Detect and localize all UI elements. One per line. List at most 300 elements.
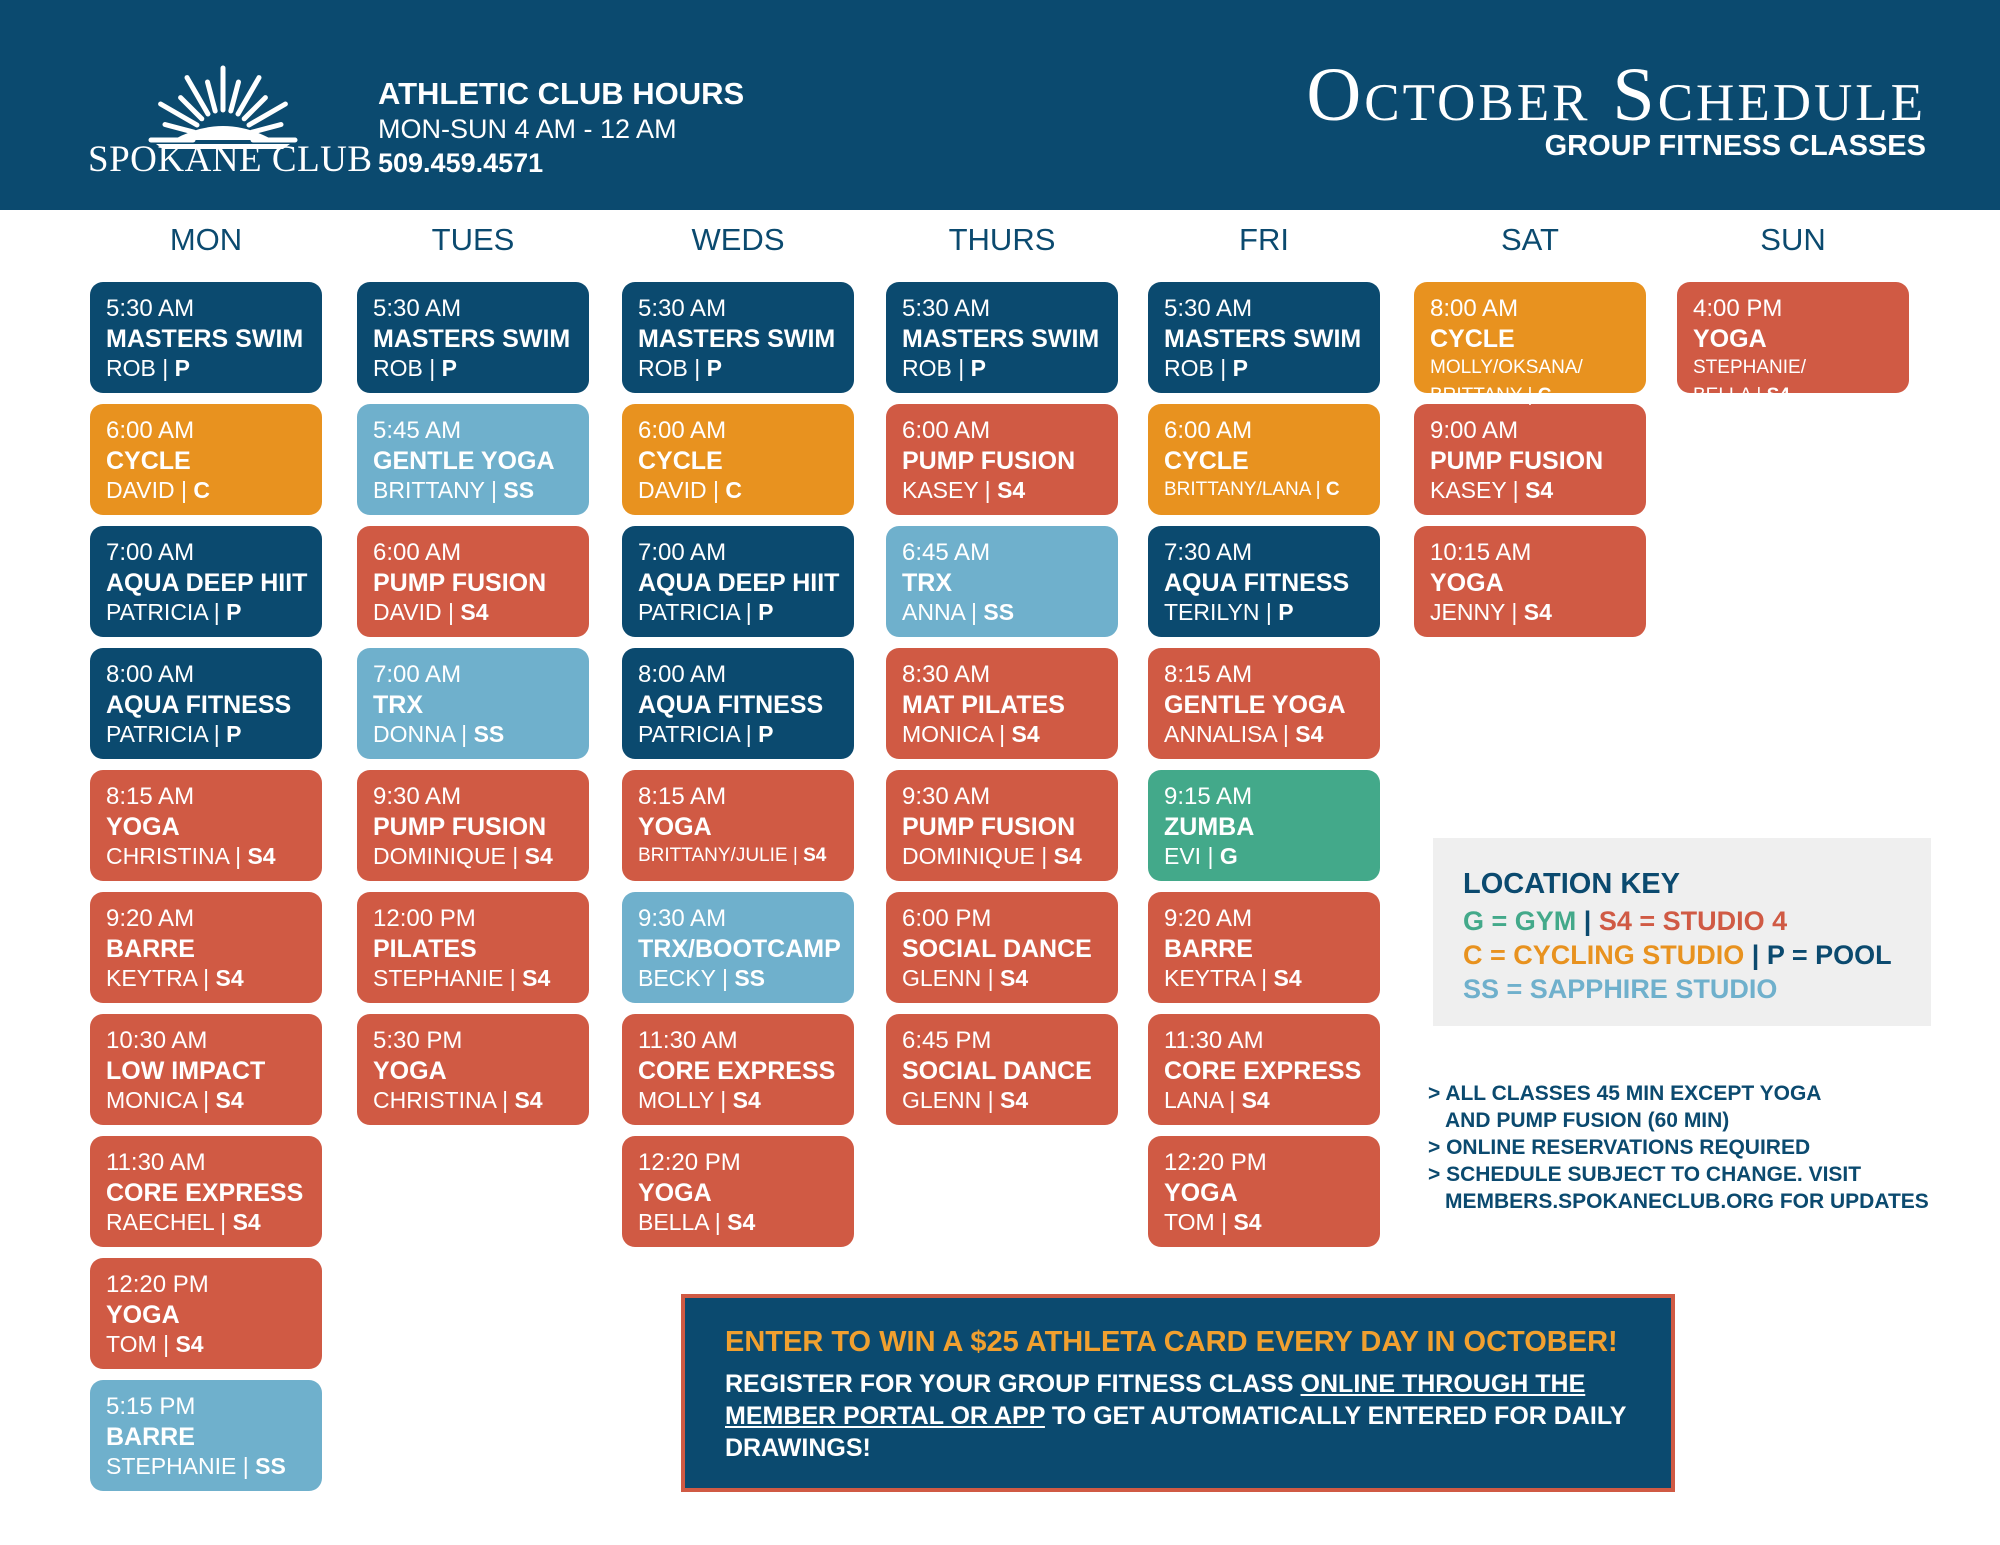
- class-card: [357, 892, 589, 1003]
- class-instructor-line: CHRISTINA | S4: [106, 843, 276, 869]
- note-line: > ALL CLASSES 45 MIN EXCEPT YOGA: [1428, 1082, 1822, 1105]
- class-location: S4: [1295, 721, 1324, 747]
- class-instructor-line: BELLA | S4: [638, 1209, 756, 1235]
- class-time: 6:00 AM: [1164, 417, 1253, 444]
- class-name: MAT PILATES: [902, 691, 1065, 719]
- class-time: 5:30 AM: [638, 295, 727, 322]
- class-name: YOGA: [638, 1179, 712, 1207]
- class-card: [357, 282, 589, 393]
- page-title: October Schedule: [1306, 53, 1926, 137]
- day-header-mon: MON: [169, 222, 243, 257]
- class-instructor-line: TOM | S4: [106, 1331, 204, 1357]
- class-name: CYCLE: [106, 447, 191, 475]
- class-card: [90, 526, 322, 637]
- class-name: YOGA: [1693, 325, 1767, 353]
- class-location: S4: [215, 1087, 244, 1113]
- page-subtitle: GROUP FITNESS CLASSES: [1544, 130, 1926, 162]
- class-instructor-line: ROB | P: [902, 355, 986, 381]
- class-name: YOGA: [638, 813, 712, 841]
- class-card: [1148, 282, 1380, 393]
- class-instructor: CHRISTINA: [373, 1087, 496, 1113]
- class-location: S4: [1523, 599, 1552, 625]
- class-instructor-line: [1430, 354, 1646, 382]
- class-card: [886, 404, 1118, 515]
- promo-body-end: TO GET AUTOMATICALLY ENTERED FOR DAILY DRAWINGS!: [725, 1402, 1627, 1462]
- key-studio4: S4 = STUDIO 4: [1598, 906, 1788, 936]
- class-time: 6:00 PM: [902, 905, 992, 932]
- class-name: CYCLE: [1164, 447, 1249, 475]
- class-card: [357, 770, 589, 881]
- class-card: [90, 1258, 322, 1369]
- class-card: [622, 1136, 854, 1247]
- class-card: [622, 404, 854, 515]
- class-name: MASTERS SWIM: [106, 325, 304, 353]
- class-name: ZUMBA: [1164, 813, 1255, 841]
- class-card: [357, 1014, 589, 1125]
- class-time: 8:00 AM: [106, 661, 195, 688]
- class-time: 6:00 AM: [106, 417, 195, 444]
- class-name: YOGA: [106, 1301, 180, 1329]
- class-instructor: BRITTANY/JULIE: [638, 845, 788, 866]
- promo-headline: ENTER TO WIN A $25 ATHLETA CARD EVERY DAY IN OCTOBER!: [725, 1326, 1618, 1358]
- class-instructor-line: ANNALISA | S4: [1164, 721, 1324, 747]
- class-instructor-line: ROB | P: [638, 355, 722, 381]
- class-location: P: [174, 355, 190, 381]
- class-name: PUMP FUSION: [1430, 447, 1604, 475]
- class-location: S4: [1233, 1209, 1262, 1235]
- class-instructor: ROB: [106, 355, 156, 381]
- class-location: S4: [1525, 477, 1554, 503]
- class-instructor: DONNA: [373, 721, 455, 747]
- class-instructor-line: BELLA | S4: [1693, 385, 1790, 406]
- class-location: G: [1219, 843, 1238, 869]
- class-time: 9:20 AM: [106, 905, 195, 932]
- class-instructor: STEPHANIE/: [1693, 357, 1806, 378]
- class-instructor: KASEY: [902, 477, 979, 503]
- note-line: MEMBERS.SPOKANECLUB.ORG FOR UPDATES: [1445, 1190, 1929, 1213]
- class-instructor: RAECHEL: [106, 1209, 214, 1235]
- class-time: 7:00 AM: [373, 661, 462, 688]
- class-instructor: DOMINIQUE: [902, 843, 1035, 869]
- class-instructor-line: KASEY | S4: [1430, 477, 1554, 503]
- class-location: S4: [215, 965, 244, 991]
- class-time: 12:20 PM: [106, 1271, 209, 1298]
- location-key-title: LOCATION KEY: [1463, 868, 1680, 900]
- class-time: 6:00 AM: [373, 539, 462, 566]
- day-header-fri: FRI: [1239, 222, 1289, 257]
- class-time: 10:15 AM: [1430, 539, 1532, 566]
- class-card: [622, 282, 854, 393]
- class-instructor: GLENN: [902, 1087, 982, 1113]
- class-name: YOGA: [1164, 1179, 1238, 1207]
- promo-body: [725, 1368, 1645, 1464]
- class-location: SS: [983, 599, 1015, 625]
- class-card: [1148, 526, 1380, 637]
- class-instructor: BRITTANY: [1430, 385, 1523, 406]
- class-instructor: MONICA: [902, 721, 993, 747]
- class-instructor-line: BRITTANY/LANA | C: [1164, 479, 1340, 500]
- class-card: [1148, 404, 1380, 515]
- class-instructor-line: DAVID | C: [106, 477, 210, 503]
- class-instructor: JENNY: [1430, 599, 1505, 625]
- class-instructor: ROB: [902, 355, 952, 381]
- class-instructor-line: KEYTRA | S4: [106, 965, 244, 991]
- class-instructor: PATRICIA: [638, 721, 740, 747]
- class-card: [622, 770, 854, 881]
- class-instructor: LANA: [1164, 1087, 1223, 1113]
- class-card: [90, 1014, 322, 1125]
- class-name: BARRE: [1164, 935, 1253, 963]
- class-card: [1148, 1136, 1380, 1247]
- class-instructor: PATRICIA: [638, 599, 740, 625]
- class-time: 12:20 PM: [638, 1149, 741, 1176]
- class-location: S4: [1000, 1087, 1029, 1113]
- class-location: C: [1325, 479, 1340, 500]
- class-instructor: BELLA: [638, 1209, 709, 1235]
- location-key-line-1: [1463, 906, 1787, 937]
- class-name: MASTERS SWIM: [902, 325, 1100, 353]
- class-instructor-line: JENNY | S4: [1430, 599, 1552, 625]
- key-cycling: C = CYCLING STUDIO: [1463, 940, 1745, 970]
- class-instructor-line: KASEY | S4: [902, 477, 1026, 503]
- key-separator: |: [1583, 906, 1592, 936]
- class-location: P: [1278, 599, 1294, 625]
- class-card: [622, 892, 854, 1003]
- class-instructor-line: LANA | S4: [1164, 1087, 1270, 1113]
- class-time: 5:30 AM: [1164, 295, 1253, 322]
- class-card: [90, 1136, 322, 1247]
- class-name: SOCIAL DANCE: [902, 935, 1092, 963]
- class-instructor-line: MOLLY | S4: [638, 1087, 761, 1113]
- class-location: P: [758, 721, 774, 747]
- class-name: YOGA: [106, 813, 180, 841]
- class-instructor: MOLLY/OKSANA/: [1430, 357, 1583, 378]
- class-name: GENTLE YOGA: [373, 447, 555, 475]
- key-separator: |: [1751, 940, 1760, 970]
- class-location: S4: [460, 599, 489, 625]
- note-line: AND PUMP FUSION (60 MIN): [1445, 1109, 1730, 1132]
- class-name: LOW IMPACT: [106, 1057, 266, 1085]
- class-time: 7:30 AM: [1164, 539, 1253, 566]
- promo-body-start: REGISTER FOR YOUR GROUP FITNESS CLASS: [725, 1370, 1294, 1398]
- class-instructor-line: KEYTRA | S4: [1164, 965, 1302, 991]
- class-name: AQUA FITNESS: [106, 691, 292, 719]
- class-time: 9:00 AM: [1430, 417, 1519, 444]
- class-instructor-line: TOM | S4: [1164, 1209, 1262, 1235]
- class-card: [886, 526, 1118, 637]
- class-location: C: [725, 477, 742, 503]
- class-instructor-line: ANNA | SS: [902, 599, 1015, 625]
- class-time: 12:00 PM: [373, 905, 476, 932]
- class-instructor: DAVID: [373, 599, 442, 625]
- day-header-sun: SUN: [1760, 222, 1826, 257]
- class-card: [1148, 770, 1380, 881]
- class-instructor: STEPHANIE: [373, 965, 504, 991]
- class-instructor: GLENN: [902, 965, 982, 991]
- class-instructor: KEYTRA: [1164, 965, 1255, 991]
- class-time: 9:30 AM: [373, 783, 462, 810]
- class-location: S4: [514, 1087, 543, 1113]
- class-instructor-line: MONICA | S4: [902, 721, 1040, 747]
- class-time: 11:30 AM: [638, 1027, 738, 1054]
- class-name: GENTLE YOGA: [1164, 691, 1346, 719]
- member-portal-link[interactable]: ONLINE THROUGH THE MEMBER PORTAL OR APP: [725, 1370, 1586, 1430]
- class-name: CORE EXPRESS: [106, 1179, 304, 1207]
- class-instructor-line: MONICA | S4: [106, 1087, 244, 1113]
- class-card: [622, 526, 854, 637]
- class-instructor-line: BRITTANY | SS: [373, 477, 535, 503]
- class-location: S4: [522, 965, 551, 991]
- class-instructor-line: TERILYN | P: [1164, 599, 1294, 625]
- class-location: P: [1232, 355, 1248, 381]
- class-name: CYCLE: [1430, 325, 1515, 353]
- class-instructor-line: STEPHANIE | SS: [106, 1453, 286, 1479]
- class-instructor: ANNALISA: [1164, 721, 1277, 747]
- class-instructor: DOMINIQUE: [373, 843, 506, 869]
- class-instructor: MOLLY: [638, 1087, 714, 1113]
- key-gym: G = GYM: [1463, 906, 1577, 936]
- day-column-sun: [1677, 282, 1909, 404]
- class-instructor: BECKY: [638, 965, 716, 991]
- class-time: 8:30 AM: [902, 661, 991, 688]
- class-name: MASTERS SWIM: [373, 325, 571, 353]
- class-time: 5:30 AM: [373, 295, 462, 322]
- class-instructor-line: GLENN | S4: [902, 965, 1029, 991]
- class-instructor: TOM: [1164, 1209, 1215, 1235]
- class-name: AQUA DEEP HIIT: [638, 569, 840, 597]
- class-instructor-line: ROB | P: [106, 355, 190, 381]
- class-card: [886, 648, 1118, 759]
- location-key: [1433, 838, 1931, 1026]
- class-card: [1414, 282, 1646, 406]
- class-name: PUMP FUSION: [373, 813, 547, 841]
- class-instructor-line: BRITTANY/JULIE | S4: [638, 845, 827, 866]
- class-time: 8:00 AM: [638, 661, 727, 688]
- class-card: [90, 770, 322, 881]
- class-location: SS: [503, 477, 535, 503]
- class-name: PILATES: [373, 935, 477, 963]
- class-instructor-line: PATRICIA | P: [106, 599, 242, 625]
- class-card: [90, 648, 322, 759]
- class-instructor: CHRISTINA: [106, 843, 229, 869]
- class-instructor-line: RAECHEL | S4: [106, 1209, 261, 1235]
- class-location: S4: [175, 1331, 204, 1357]
- class-name: PUMP FUSION: [373, 569, 547, 597]
- class-instructor: DAVID: [638, 477, 707, 503]
- class-instructor-line: ROB | P: [1164, 355, 1248, 381]
- key-pool: P = POOL: [1766, 940, 1892, 970]
- class-time: 10:30 AM: [106, 1027, 208, 1054]
- class-location: P: [706, 355, 722, 381]
- class-location: SS: [473, 721, 505, 747]
- class-time: 5:30 AM: [106, 295, 195, 322]
- club-hours: [378, 76, 744, 180]
- class-instructor: KEYTRA: [106, 965, 197, 991]
- class-location: S4: [803, 845, 827, 866]
- class-time: 8:15 AM: [1164, 661, 1253, 688]
- class-location: S4: [524, 843, 553, 869]
- class-name: CORE EXPRESS: [638, 1057, 836, 1085]
- class-instructor: DAVID: [106, 477, 175, 503]
- note-line: > ONLINE RESERVATIONS REQUIRED: [1428, 1136, 1811, 1159]
- class-card: [886, 1014, 1118, 1125]
- class-instructor-line: PATRICIA | P: [638, 721, 774, 747]
- promo-box: [681, 1294, 1675, 1492]
- class-card: [622, 648, 854, 759]
- class-location: P: [441, 355, 457, 381]
- hours-title: ATHLETIC CLUB HOURS: [378, 76, 745, 111]
- day-header-tues: TUES: [431, 222, 515, 257]
- class-time: 11:30 AM: [106, 1149, 206, 1176]
- class-location: S4: [727, 1209, 756, 1235]
- class-instructor: ANNA: [902, 599, 965, 625]
- class-name: CYCLE: [638, 447, 723, 475]
- day-header-thurs: THURS: [948, 222, 1056, 257]
- class-name: BARRE: [106, 1423, 195, 1451]
- class-instructor-line: BRITTANY | C: [1430, 385, 1552, 406]
- class-location: S4: [1766, 385, 1790, 406]
- class-instructor: BRITTANY/LANA: [1164, 479, 1311, 500]
- class-card: [1148, 1014, 1380, 1125]
- class-location: C: [193, 477, 210, 503]
- class-location: P: [226, 721, 242, 747]
- logo-text: SPOKANE CLUB: [88, 139, 373, 180]
- class-time: 11:30 AM: [1164, 1027, 1264, 1054]
- class-instructor-line: STEPHANIE | S4: [373, 965, 551, 991]
- class-instructor: MONICA: [106, 1087, 197, 1113]
- class-instructor-line: CHRISTINA | S4: [373, 1087, 543, 1113]
- class-time: 9:30 AM: [638, 905, 727, 932]
- class-instructor: PATRICIA: [106, 599, 208, 625]
- class-instructor: EVI: [1164, 843, 1202, 869]
- location-key-line-2: [1463, 940, 1892, 971]
- class-card: [1414, 526, 1646, 637]
- class-location: S4: [232, 1209, 261, 1235]
- class-time: 9:20 AM: [1164, 905, 1253, 932]
- class-location: S4: [247, 843, 276, 869]
- class-instructor: ROB: [638, 355, 688, 381]
- class-instructor: BRITTANY: [373, 477, 485, 503]
- class-name: AQUA FITNESS: [1164, 569, 1350, 597]
- class-location: SS: [255, 1453, 286, 1479]
- class-card: [90, 892, 322, 1003]
- class-name: TRX: [902, 569, 952, 597]
- class-name: MASTERS SWIM: [638, 325, 836, 353]
- class-instructor: PATRICIA: [106, 721, 208, 747]
- class-instructor: STEPHANIE: [106, 1453, 237, 1479]
- class-name: YOGA: [1430, 569, 1504, 597]
- class-instructor: TERILYN: [1164, 599, 1260, 625]
- class-time: 9:30 AM: [902, 783, 991, 810]
- day-column-mon: [90, 282, 322, 1502]
- class-name: AQUA FITNESS: [638, 691, 824, 719]
- class-card: [886, 282, 1118, 393]
- class-name: BARRE: [106, 935, 195, 963]
- class-location: P: [758, 599, 774, 625]
- class-time: 8:15 AM: [638, 783, 727, 810]
- class-card: [90, 1380, 322, 1491]
- class-name: TRX/BOOTCAMP: [638, 935, 841, 963]
- class-time: 5:45 AM: [373, 417, 462, 444]
- class-card: [886, 770, 1118, 881]
- class-time: 5:30 AM: [902, 295, 991, 322]
- class-location: C: [1537, 385, 1552, 406]
- class-time: 6:00 AM: [638, 417, 727, 444]
- class-instructor: ROB: [373, 355, 423, 381]
- class-location: S4: [1053, 843, 1082, 869]
- day-column-fri: [1148, 282, 1380, 1258]
- class-time: 9:15 AM: [1164, 783, 1253, 810]
- key-sapphire: SS = SAPPHIRE STUDIO: [1463, 974, 1778, 1004]
- class-location: S4: [1273, 965, 1302, 991]
- class-name: PUMP FUSION: [902, 447, 1076, 475]
- day-column-sat: [1414, 282, 1646, 648]
- class-instructor-line: DOMINIQUE | S4: [373, 843, 553, 869]
- schedule-notes: [1428, 1080, 1929, 1215]
- class-location: S4: [997, 477, 1026, 503]
- class-instructor-line: DOMINIQUE | S4: [902, 843, 1082, 869]
- hours-days: MON-SUN 4 AM - 12 AM: [378, 114, 677, 144]
- class-location: P: [226, 599, 242, 625]
- class-card: [357, 648, 589, 759]
- class-card: [90, 282, 322, 393]
- class-location: S4: [1241, 1087, 1270, 1113]
- class-instructor-line: BECKY | SS: [638, 965, 766, 991]
- class-time: 4:00 PM: [1693, 295, 1783, 322]
- class-instructor: TOM: [106, 1331, 157, 1357]
- class-instructor-line: [1693, 354, 1909, 382]
- class-time: 12:20 PM: [1164, 1149, 1267, 1176]
- class-name: PUMP FUSION: [902, 813, 1076, 841]
- class-name: AQUA DEEP HIIT: [106, 569, 308, 597]
- class-name: MASTERS SWIM: [1164, 325, 1362, 353]
- class-card: [622, 1014, 854, 1125]
- class-time: 5:15 PM: [106, 1393, 196, 1420]
- class-card: [1148, 648, 1380, 759]
- class-time: 6:45 AM: [902, 539, 991, 566]
- class-location: S4: [1000, 965, 1029, 991]
- note-line: > SCHEDULE SUBJECT TO CHANGE. VISIT: [1428, 1163, 1862, 1186]
- class-card: [1677, 282, 1909, 406]
- class-instructor-line: DONNA | SS: [373, 721, 505, 747]
- class-name: YOGA: [373, 1057, 447, 1085]
- class-time: 7:00 AM: [638, 539, 727, 566]
- class-instructor-line: EVI | G: [1164, 843, 1238, 869]
- class-card: [886, 892, 1118, 1003]
- class-card: [1414, 404, 1646, 515]
- class-location: S4: [1011, 721, 1040, 747]
- class-instructor-line: DAVID | S4: [373, 599, 489, 625]
- class-location: S4: [732, 1087, 761, 1113]
- class-card: [357, 526, 589, 637]
- day-header-sat: SAT: [1501, 222, 1559, 257]
- class-instructor: BELLA: [1693, 385, 1752, 406]
- class-instructor-line: PATRICIA | P: [106, 721, 242, 747]
- class-time: 7:00 AM: [106, 539, 195, 566]
- class-instructor: KASEY: [1430, 477, 1507, 503]
- phone-number: 509.459.4571: [378, 148, 544, 178]
- day-column-thurs: [886, 282, 1118, 1136]
- class-instructor-line: ROB | P: [373, 355, 457, 381]
- class-location: SS: [734, 965, 766, 991]
- class-time: 6:45 PM: [902, 1027, 992, 1054]
- day-column-weds: [622, 282, 854, 1258]
- class-time: 8:15 AM: [106, 783, 195, 810]
- class-instructor: ROB: [1164, 355, 1214, 381]
- class-name: SOCIAL DANCE: [902, 1057, 1092, 1085]
- class-instructor-line: PATRICIA | P: [638, 599, 774, 625]
- class-time: 5:30 PM: [373, 1027, 463, 1054]
